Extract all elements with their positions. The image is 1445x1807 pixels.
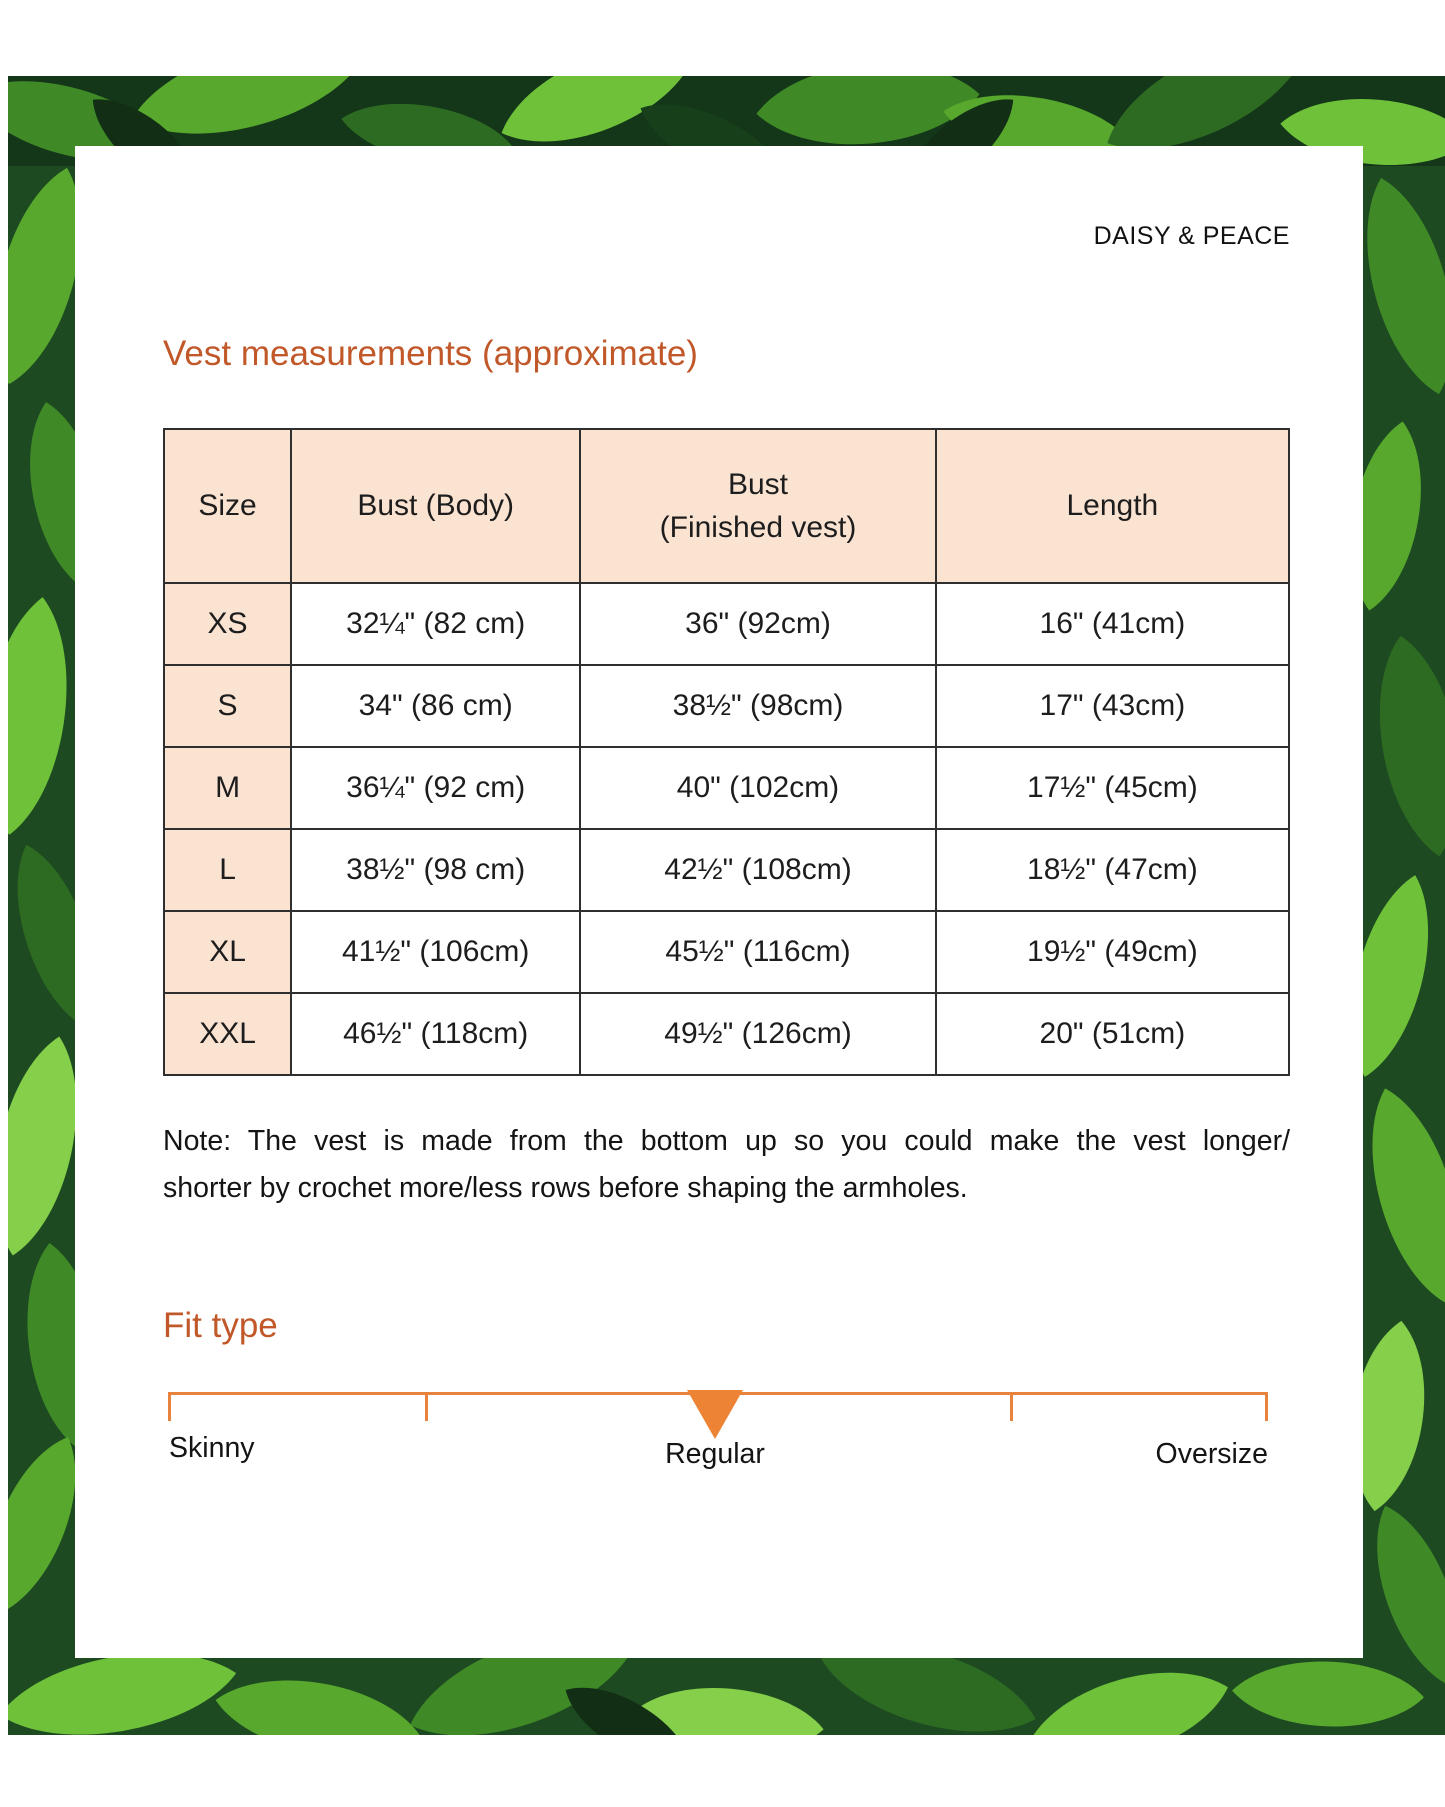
note-text: [163, 1118, 1290, 1212]
cell-size: M: [164, 747, 291, 829]
fit-label-skinny: Skinny: [169, 1432, 255, 1464]
fit-scale-tick: [1265, 1392, 1268, 1421]
table-row: [164, 747, 1289, 829]
fit-scale-tick: [1010, 1392, 1013, 1421]
cell-length: 17" (43cm): [936, 665, 1289, 747]
cell-bust-finished: 49½" (126cm): [580, 993, 936, 1075]
measurements-table: [163, 428, 1290, 1076]
table-row: [164, 583, 1289, 665]
cell-bust-finished: 42½" (108cm): [580, 829, 936, 911]
measurements-section-title: Vest measurements (approximate): [163, 334, 698, 373]
header-bust-body: Bust (Body): [291, 429, 580, 583]
header-bust-finished: [580, 429, 936, 583]
fit-scale-line: [168, 1392, 1268, 1395]
fit-label-oversize: Oversize: [1155, 1438, 1268, 1470]
table-row: [164, 665, 1289, 747]
cell-length: 16" (41cm): [936, 583, 1289, 665]
cell-bust-body: 38½" (98 cm): [291, 829, 580, 911]
cell-bust-body: 46½" (118cm): [291, 993, 580, 1075]
header-bust-finished-line1: Bust: [727, 467, 789, 501]
cell-length: 18½" (47cm): [936, 829, 1289, 911]
fit-section-title: Fit type: [163, 1306, 278, 1345]
cell-size: L: [164, 829, 291, 911]
cell-bust-body: 34" (86 cm): [291, 665, 580, 747]
cell-length: 19½" (49cm): [936, 911, 1289, 993]
cell-size: S: [164, 665, 291, 747]
brand-name: DAISY & PEACE: [1093, 222, 1290, 250]
cell-bust-body: 41½" (106cm): [291, 911, 580, 993]
fit-label-regular: Regular: [665, 1438, 765, 1470]
header-bust-finished-line2: (Finished vest): [659, 511, 857, 544]
note-line-2: shorter by crochet more/less rows before shaping the armholes.: [163, 1172, 968, 1204]
cell-bust-body: 32¼" (82 cm): [291, 583, 580, 665]
cell-bust-body: 36¼" (92 cm): [291, 747, 580, 829]
cell-bust-finished: 38½" (98cm): [580, 665, 936, 747]
table-row: [164, 829, 1289, 911]
table-header-row: [164, 429, 1289, 583]
cell-size: XS: [164, 583, 291, 665]
note-line-1: Note: The vest is made from the bottom up so you could make the vest longer/: [163, 1125, 1290, 1157]
cell-bust-finished: 45½" (116cm): [580, 911, 936, 993]
cell-bust-finished: 40" (102cm): [580, 747, 936, 829]
fit-scale-tick: [425, 1392, 428, 1421]
fit-scale-labels: [168, 1432, 1268, 1472]
fit-scale-tick: [168, 1392, 171, 1421]
header-length: Length: [936, 429, 1289, 583]
cell-length: 20" (51cm): [936, 993, 1289, 1075]
cell-bust-finished: 36" (92cm): [580, 583, 936, 665]
cell-size: XL: [164, 911, 291, 993]
table-row: [164, 993, 1289, 1075]
table-row: [164, 911, 1289, 993]
cell-size: XXL: [164, 993, 291, 1075]
document-page: [75, 146, 1363, 1658]
cell-length: 17½" (45cm): [936, 747, 1289, 829]
header-size: Size: [164, 429, 291, 583]
